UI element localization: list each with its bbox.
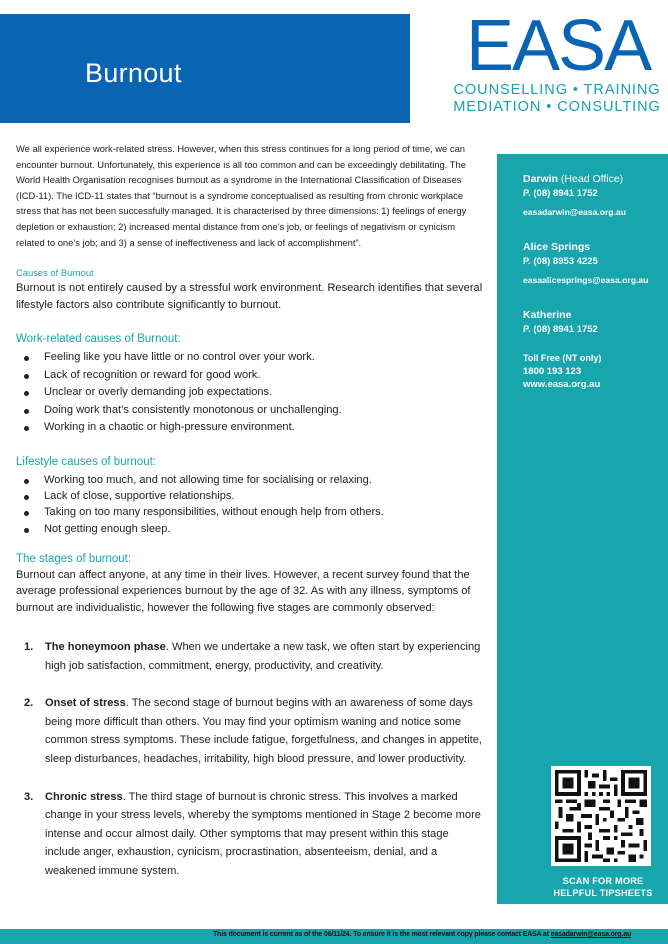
stage-text: . The third stage of burnout is chronic stress. This involves a marked change in your stress levels, whereby the symptoms mentioned in Stage 2 become more intense and occur almost daily. Other symptoms that may present within this stage include anger, exhaustion, cynicism, procrastination, absenteeism, denial, and a weakened immune system. [45,790,481,877]
logo-tagline-1: COUNSELLING • TRAINING [453,82,661,98]
office-katherine [523,308,663,338]
stage-item [16,694,484,768]
stage-number: 3. [24,790,34,803]
lifestyle-causes-list [16,472,484,537]
stage-item [16,788,484,881]
toll-free-block [523,352,663,391]
office-note: (Head Office) [558,173,624,185]
website-link[interactable]: www.easa.org.au [523,379,601,390]
contact-sidebar [497,154,668,904]
stage-text: . When we undertake a new task, we often start by experiencing high job satisfaction, commitment, energy, productivity, and creativity. [45,640,481,672]
toll-free-number[interactable]: 1800 193 123 [523,366,582,377]
office-name [523,308,663,322]
qr-code-icon [555,770,647,862]
list-item: Not getting enough sleep. [16,521,484,537]
list-item: Working too much, and not allowing time for socialising or relaxing. [16,472,484,488]
easa-logo [452,6,662,116]
office-name-label: Katherine [523,309,572,321]
footer-bar [0,929,668,944]
office-alice-springs [523,240,663,288]
stage-title: The honeymoon phase [45,640,166,653]
footer-email-link[interactable]: easadarwin@easa.org.au [550,931,632,938]
scan-line-1: SCAN FOR MORE [562,876,644,886]
office-name-label: Alice Springs [523,241,591,253]
office-phone[interactable]: P. (08) 8953 4225 [523,256,598,267]
office-name [523,240,663,254]
office-darwin [523,172,663,220]
title-banner [0,14,410,123]
list-item: Feeling like you have little or no control over your work. [16,349,484,367]
stage-text: . The second stage of burnout begins with an awareness of some days being more difficult than others. You may find your optimism waning and notice some common stress symptoms. These include fatigue, forgetfulness, and changes in appetite, sleep disturbances, headaches, irritability, high blood pressure, and lower productivity. [45,697,483,765]
lifestyle-causes-heading: Lifestyle causes of burnout: [16,455,156,468]
office-name-label: Darwin [523,173,559,185]
office-phone[interactable]: P. (08) 8941 1752 [523,324,598,335]
scan-caption [541,875,665,899]
stage-title: Onset of stress [45,697,126,710]
stage-title: Chronic stress [45,790,123,803]
office-phone[interactable]: P. (08) 8941 1752 [523,188,598,199]
office-email[interactable]: easadarwin@easa.org.au [523,207,626,217]
office-name [523,172,663,186]
work-causes-heading: Work-related causes of Burnout: [16,332,181,345]
list-item: Lack of recognition or reward for good work. [16,367,484,385]
footer-text [213,931,668,938]
stage-number: 1. [24,640,34,653]
causes-heading: Causes of Burnout [16,267,94,279]
list-item: Unclear or overly demanding job expectations. [16,384,484,402]
stages-heading: The stages of burnout: [16,552,132,565]
contact-details [523,172,663,391]
stage-number: 2. [24,697,34,710]
stages-list [16,638,484,881]
work-causes-list [16,349,484,437]
logo-tagline-2: MEDIATION • CONSULTING [453,99,661,115]
footer-notice: This document is current as of the 06/11/24. To ensure it is the most relevant copy please contact EASA at [213,931,551,938]
logo-wordmark: EASA [466,6,651,86]
page-title: Burnout [85,58,182,88]
scan-line-2: HELPFUL TIPSHEETS [553,888,653,898]
list-item: Working in a chaotic or high-pressure environment. [16,419,484,437]
list-item: Lack of close, supportive relationships. [16,488,484,504]
toll-free-label: Toll Free (NT only) [523,353,602,363]
qr-code[interactable] [551,766,651,866]
stage-item [16,638,484,675]
causes-paragraph: Burnout is not entirely caused by a stressful work environment. Research identifies that several lifestyle factors also contribute significantly to burnout. [16,282,483,311]
list-item: Taking on too many responsibilities, without enough help from others. [16,504,484,520]
intro-paragraph: We all experience work-related stress. However, when this stress continues for a long period of time, we can encounter burnout. Unfortunately, this experience is all too common and can be exceedingly debilitating. The World Health Organisation recognises burnout as a syndrome in the International Classification of Diseases (ICD-11). The ICD-11 states that “burnout is a syndrome conceptualised as resulting from chronic workplace stress that has not been successfully managed. It is characterised by three dimensions: 1) feelings of energy depletion or exhaustion; 2) increased mental distance from one’s job, or feelings of negativism or cynicism related to one’s job; and 3) a sense of ineffectiveness and lack of accomplishment”. [16,143,467,248]
office-email[interactable]: easaalicesprings@easa.org.au [523,275,649,285]
main-content [16,141,484,900]
stages-intro: Burnout can affect anyone, at any time in their lives. However, a recent survey found that the average professional experiences burnout by the age of 32. As with any illness, symptoms of burnout are individualistic, however the following five stages are commonly observed: [16,568,471,614]
list-item: Doing work that’s consistently monotonous or unchallenging. [16,402,484,420]
